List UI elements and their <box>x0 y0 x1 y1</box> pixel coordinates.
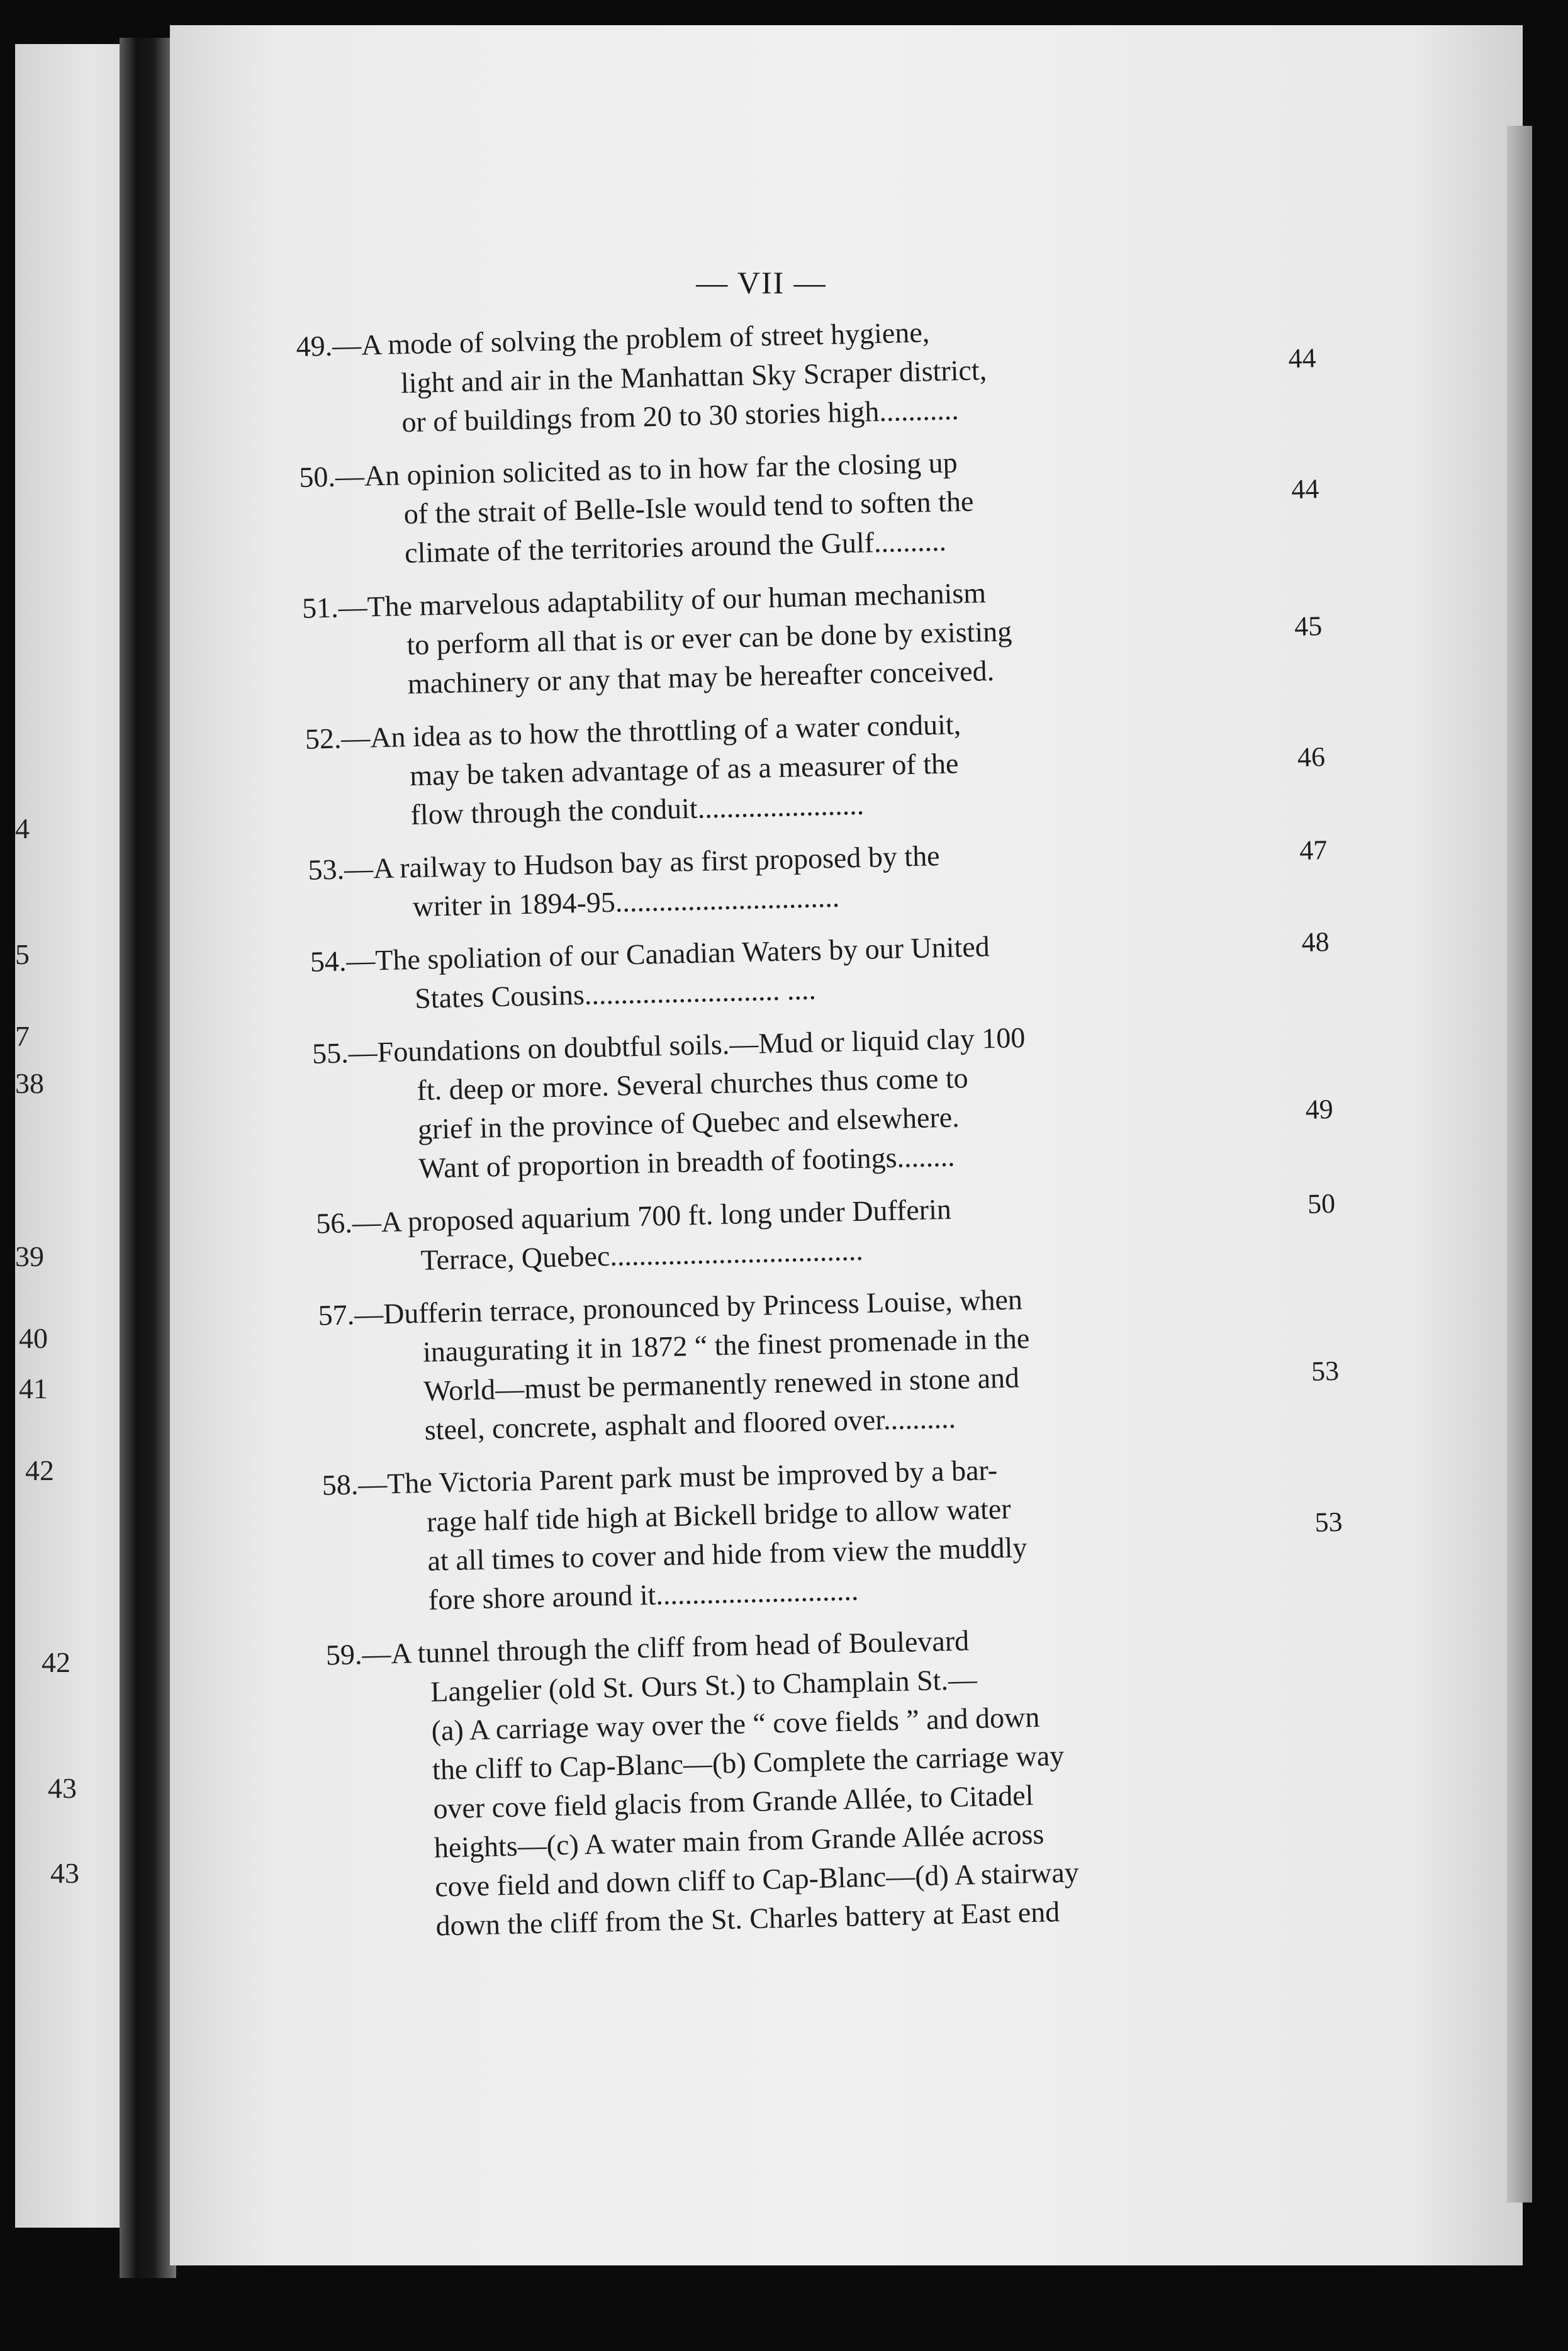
entry-line: 50.—An opinion solicited as to in how far the closing up <box>298 446 958 493</box>
entry-line: light and air in the Manhattan Sky Scraper district, <box>400 354 987 400</box>
entry-page-ref: 53 <box>1314 1506 1343 1538</box>
toc-entry <box>318 1276 1340 1452</box>
left-page-number: 38 <box>15 1067 44 1099</box>
entry-line: 56.—A proposed aquarium 700 ft. long under Dufferin <box>315 1192 952 1240</box>
entry-line: World—must be permanently renewed in stone and <box>423 1361 1020 1407</box>
entry-page-ref: 48 <box>1301 926 1330 958</box>
entry-line: 57.—Dufferin terrace, pronounced by Princess Louise, when <box>318 1283 1023 1332</box>
entry-line: inaugurating it in 1872 “ the finest promenade in the <box>422 1321 1030 1368</box>
toc-entry <box>296 307 1317 444</box>
entry-page-ref: 47 <box>1299 834 1328 867</box>
entry-line: Want of proportion in breadth of footings........ <box>418 1140 955 1184</box>
toc-entry <box>322 1445 1343 1622</box>
entry-line: to perform all that is or ever can be done by existing <box>406 615 1012 661</box>
left-page-number: 40 <box>19 1322 48 1354</box>
entry-page-ref: 44 <box>1291 473 1319 505</box>
entry-line: at all times to cover and hide from view the muddly <box>427 1531 1028 1577</box>
entry-line: or of buildings from 20 to 30 stories high........... <box>401 393 960 439</box>
left-page-number: 42 <box>42 1646 70 1678</box>
toc-entry <box>301 569 1323 706</box>
toc-entry <box>325 1615 1226 1948</box>
page-number: — VII — <box>696 265 827 300</box>
entry-line: writer in 1894-95............................... <box>412 880 840 923</box>
entry-line: Langelier (old St. Ours St.) to Champlain St.— <box>430 1663 978 1708</box>
left-page-number: 42 <box>25 1454 54 1486</box>
book-gutter <box>120 38 176 2278</box>
entry-page-ref: 49 <box>1305 1093 1334 1125</box>
toc-entry <box>311 1014 1334 1190</box>
page-edge <box>1507 126 1532 2202</box>
entry-line: down the cliff from the St. Charles battery at East end <box>435 1895 1060 1942</box>
entry-line: Terrace, Quebec................................... <box>420 1233 864 1276</box>
left-page-number: 4 <box>15 812 30 844</box>
entry-line: States Cousins........................... .... <box>414 973 817 1014</box>
entry-line: grief in the province of Quebec and elsewhere. <box>417 1101 960 1145</box>
entry-line: flow through the conduit....................... <box>410 788 865 831</box>
entry-page-ref: 46 <box>1297 741 1326 773</box>
entry-number-and-title: 55.—Foundations on doubtful soils.—Mud or liquid clay 100 <box>311 1021 1026 1070</box>
entry-line: 58.—The Victoria Parent park must be improved by a bar- <box>322 1454 998 1501</box>
entry-line: of the strait of Belle-Isle would tend to soften the <box>403 485 974 530</box>
entry-line: 54.—The spoliation of our Canadian Waters by our United <box>310 930 990 978</box>
entry-line: heights—(c) A water main from Grande Allée across <box>434 1817 1044 1864</box>
toc-entry <box>298 438 1319 575</box>
entry-line: over cove field glacis from Grande Allée, to Citadel <box>432 1779 1034 1825</box>
left-page-number: 5 <box>15 938 30 970</box>
toc-entry <box>315 1184 1336 1282</box>
table-of-contents <box>296 307 1343 1962</box>
entry-line: may be taken advantage of as a measurer of the <box>409 747 959 792</box>
entry-line: rage half tide high at Bickell bridge to allow water <box>426 1492 1012 1538</box>
entry-line: machinery or any that may be hereafter conceived. <box>407 654 995 700</box>
entry-line: 49.—A mode of solving the problem of street hygiene, <box>296 316 930 362</box>
left-page-number: 7 <box>15 1020 30 1052</box>
entry-line: fore shore around it............................ <box>428 1574 859 1616</box>
entry-page-ref: 44 <box>1287 342 1317 374</box>
entry-page-ref: 45 <box>1294 610 1323 642</box>
entry-line: ft. deep or more. Several churches thus come to <box>416 1062 969 1106</box>
left-page-number: 43 <box>48 1772 77 1804</box>
toc-entry <box>307 831 1328 929</box>
toc-entry <box>310 923 1330 1021</box>
left-page-number: 43 <box>50 1857 79 1889</box>
left-page-number: 39 <box>15 1240 44 1272</box>
entry-line: cove field and down cliff to Cap-Blanc—(d) A stairway <box>434 1856 1080 1903</box>
entry-page-ref: 53 <box>1311 1355 1340 1387</box>
toc-entry <box>305 700 1326 837</box>
entry-line: climate of the territories around the Gulf.......... <box>404 524 947 570</box>
entry-line: 59.—A tunnel through the cliff from head of Boulevard <box>325 1624 970 1671</box>
entry-line: 53.—A railway to Hudson bay as first proposed by the <box>307 839 941 886</box>
entry-page-ref: 50 <box>1307 1187 1336 1220</box>
entry-line: steel, concrete, asphalt and floored over.......... <box>424 1401 956 1446</box>
entry-line: 51.—The marvelous adaptability of our human mechanism <box>301 576 987 624</box>
left-page-number: 41 <box>19 1372 48 1405</box>
entry-line: (a) A carriage way over the “ cove fields ” and down <box>431 1700 1040 1747</box>
entry-line: the cliff to Cap-Blanc—(b) Complete the carriage way <box>432 1739 1065 1786</box>
entry-line: 52.—An idea as to how the throttling of a water conduit, <box>305 708 961 755</box>
